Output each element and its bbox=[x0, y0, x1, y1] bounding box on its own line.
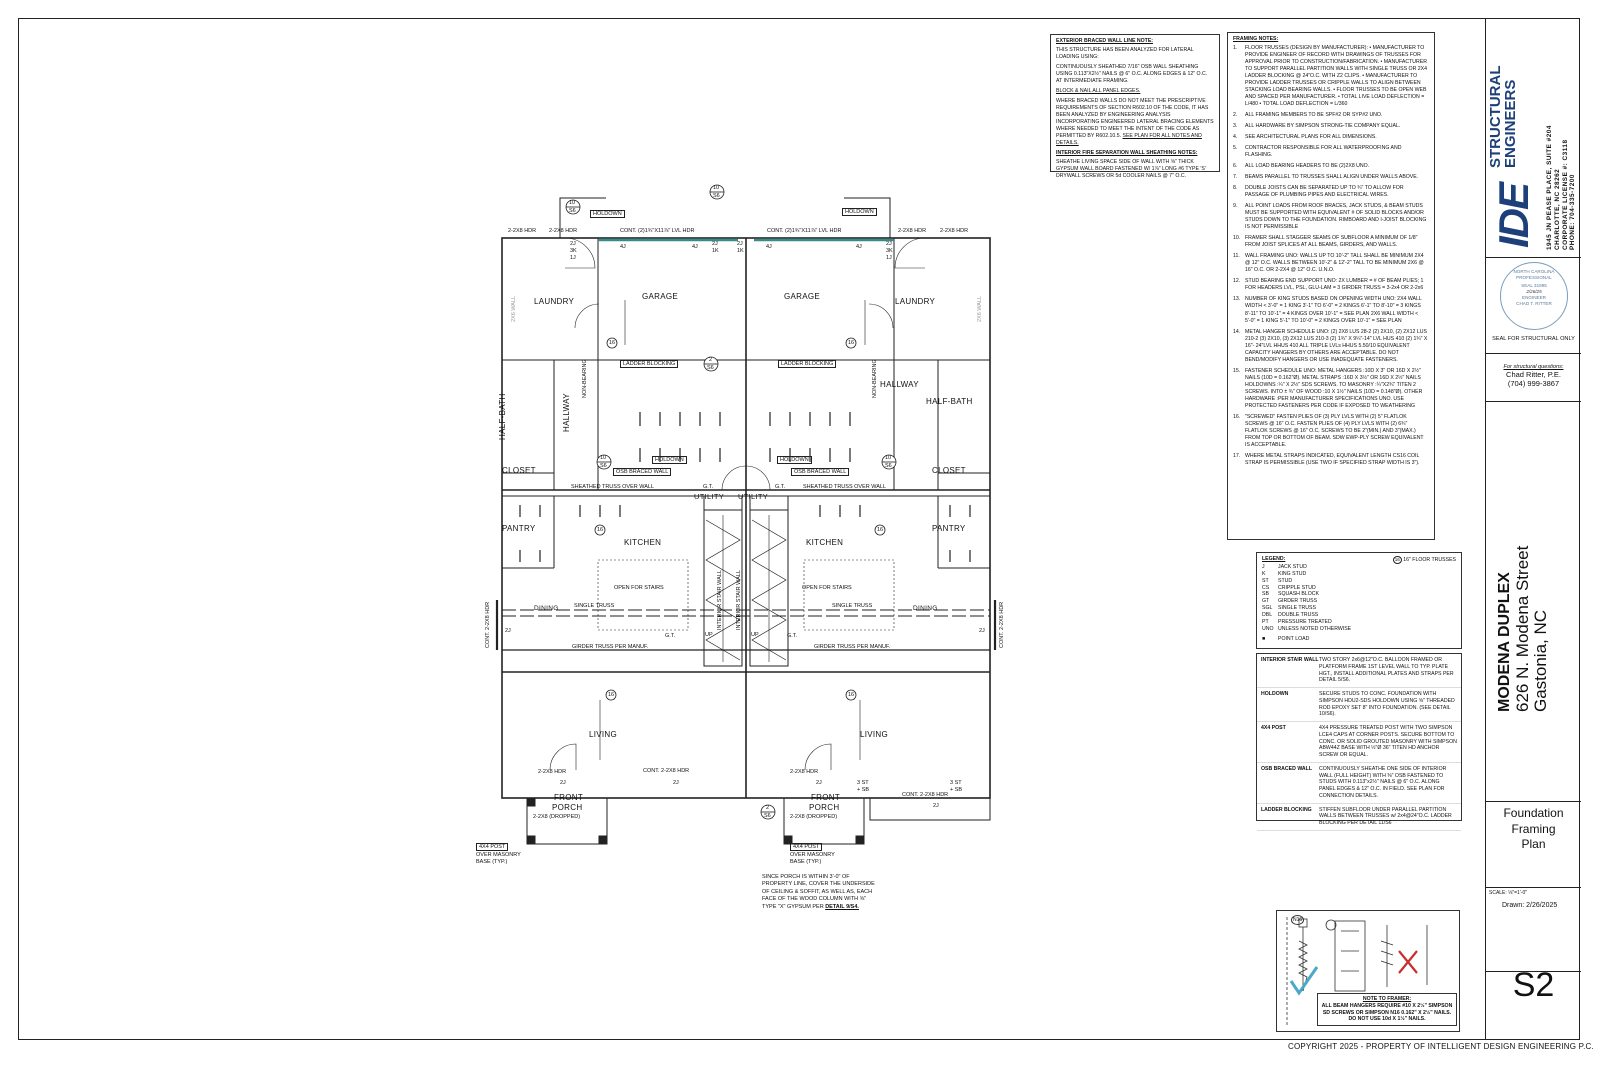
room-pantry-left: PANTRY bbox=[502, 524, 536, 533]
framing-note-number: 4. bbox=[1233, 134, 1238, 141]
room-laundry-left: LAUNDRY bbox=[534, 297, 575, 306]
jack-stud-tag: 2J bbox=[570, 241, 576, 247]
legend-abbrev: SGL bbox=[1262, 605, 1273, 612]
framing-note-item bbox=[1233, 123, 1429, 130]
room-dining-left: DINING bbox=[534, 605, 559, 612]
room-dining-right: DINING bbox=[913, 605, 938, 612]
room-laundry-right: LAUNDRY bbox=[895, 297, 936, 306]
lvl-header-label: CONT. (2)1¾"X11⅞" LVL HDR bbox=[767, 228, 842, 234]
detail-bubble-number: 10 bbox=[885, 455, 892, 461]
framing-note-item bbox=[1233, 235, 1429, 249]
exterior-note-title: EXTERIOR BRACED WALL LINE NOTE: bbox=[1056, 38, 1154, 44]
framing-note-item bbox=[1233, 174, 1429, 181]
legend-item bbox=[1262, 612, 1456, 619]
definition-row bbox=[1257, 763, 1461, 804]
fire-separation-text: SHEATHE LIVING SPACE SIDE OF WALL WITH ⅝" THICK GYPSUM WALL BOARD FASTENED W/ 1⅞" LONG #6 TYPE 'S' DRYWALL SCREWS OR 5d COOLER NAILS @ 7" O.C. bbox=[1056, 159, 1206, 180]
room-half-bath-left: HALF-BATH bbox=[498, 393, 507, 440]
definition-text: CONTINUOUSLY SHEATHE ONE SIDE OF INTERIOR WALL (FULL HEIGHT) WITH ⅜" OSB FASTENED TO STUDS WITH 0.113"x2½" NAILS @ 6" O.C. ALONG PANEL EDGES & 12" O.C. IN FIELD. SEE PLAN FOR CONNECTION DETAILS. bbox=[1319, 765, 1447, 799]
engineer-seal: NORTH CAROLINA PROFESSIONAL SEAL 31995 2/26/25 ENGINEER CHAD T. RITTER bbox=[1500, 262, 1568, 330]
detail-bubble-sheet: S6 bbox=[600, 463, 607, 469]
framing-note-text: WHERE METAL STRAPS INDICATED, EQUIVALENT LENGTH CS16 COIL STRAP IS PERMISSIBLE (USE TWO IF SPECIFIED STRAP WIDTH IS 3"). bbox=[1245, 452, 1420, 466]
framing-note-text: CONTRACTOR RESPONSIBLE FOR ALL WATERPROOFING AND FLASHING. bbox=[1245, 145, 1402, 159]
king-stud-tag: 1K bbox=[737, 248, 744, 254]
osb-braced-wall-label: OSB BRACED WALL bbox=[613, 468, 671, 476]
jack-stud-tag: 1J bbox=[886, 255, 892, 261]
firm-cell bbox=[1486, 18, 1581, 258]
room-hallway-left: HALLWAY bbox=[562, 393, 571, 432]
girder-truss-tag: G.T. bbox=[703, 484, 714, 490]
framing-note-text: ALL POINT LOADS FROM ROOF BRACES, JACK STUDS, & BEAM STUDS MUST BE SUPPORTED WITH EQUIVALENT # OF SOLID BLOCKS AND/OR STUDS DOWN TO THE FOUNDATION. RIMBOARD AND I-JOIST BLOCKING IS NOT PERMISSIBLE bbox=[1245, 203, 1427, 231]
header-label: 2-2X8 HDR bbox=[508, 228, 537, 234]
ladder-blocking-label: LADDER BLOCKING bbox=[778, 360, 836, 368]
legend-text: DOUBLE TRUSS bbox=[1278, 611, 1319, 618]
dropped-header-label: 2-2X8 (DROPPED) bbox=[533, 814, 581, 820]
sheet-number: S2 bbox=[1512, 966, 1555, 1004]
framing-note-number: 17. bbox=[1233, 452, 1241, 459]
framing-note-item bbox=[1233, 453, 1429, 467]
framing-note-text: ALL LOAD BEARING HEADERS TO BE (2)2X8 UNO. bbox=[1245, 163, 1370, 170]
room-front-porch-left-1: FRONT bbox=[554, 793, 584, 802]
definition-term: OSB BRACED WALL bbox=[1261, 765, 1313, 772]
truss-tag: 16 bbox=[848, 340, 855, 346]
framing-note-item bbox=[1233, 163, 1429, 170]
girder-truss-tag: G.T. bbox=[787, 633, 798, 639]
detail-bubble-number: 2 bbox=[709, 357, 713, 363]
project-cell bbox=[1486, 402, 1581, 802]
framing-note-text: FRAMER SHALL STAGGER SEAMS OF SUBFLOOR A MINIMUM OF 1/8" FROM JOIST SPLICES AT ALL BEAMS, GIRDERS, AND WALLS. bbox=[1245, 235, 1418, 249]
definition-row bbox=[1257, 654, 1461, 688]
detail-bubble-sheet: S6 bbox=[569, 208, 576, 214]
questions-label: For structural questions: bbox=[1503, 364, 1564, 370]
legend bbox=[1256, 552, 1462, 649]
detail-bubble-sheet: S6 bbox=[707, 365, 714, 371]
definition-row bbox=[1257, 722, 1461, 763]
framing-note-item bbox=[1233, 278, 1429, 292]
post-base-label: BASE (TYP.) bbox=[790, 859, 822, 865]
legend-abbrev: DBL bbox=[1262, 611, 1273, 618]
room-living-right: LIVING bbox=[860, 730, 889, 739]
framing-note-text: STUD BEARING END SUPPORT UNO: 2X LUMBER = # OF BEAM PLIES; 1 FOR HEADERS LVL, PSL, GLU-LAM = 3 GIRDER TRUSS = 3-2x4 OR 2-2x6 bbox=[1245, 278, 1424, 292]
detail-bubble-sheet: S6 bbox=[713, 193, 720, 199]
osb-braced-wall-label: OSB BRACED WALL bbox=[791, 468, 849, 476]
legend-text: SQUASH BLOCK bbox=[1278, 591, 1319, 598]
framing-note-number: 5. bbox=[1233, 145, 1238, 152]
stair-up-label: UP bbox=[705, 632, 713, 638]
porch-note-detail-link[interactable]: DETAIL 9/S4. bbox=[825, 903, 859, 910]
legend-item bbox=[1262, 605, 1456, 612]
legend-text: KING STUD bbox=[1278, 570, 1307, 577]
jack-stud-tag: 2J bbox=[979, 628, 985, 634]
jack-stud-tag: 1J bbox=[570, 255, 576, 261]
header-label: 2-2X8 HDR bbox=[898, 228, 927, 234]
jack-stud-tag: 2J bbox=[933, 803, 939, 809]
framing-note-number: 6. bbox=[1233, 163, 1238, 170]
legend-item bbox=[1262, 564, 1456, 571]
legend-text: CRIPPLE STUD bbox=[1278, 584, 1316, 591]
jack-stud-tag: 4J bbox=[766, 244, 772, 250]
legend-item bbox=[1262, 585, 1456, 592]
framing-note-number: 12. bbox=[1233, 278, 1241, 285]
sheathed-truss-label: SHEATHED TRUSS OVER WALL bbox=[803, 484, 887, 490]
header-label: 2-2X8 HDR bbox=[790, 769, 819, 775]
porch-note: SINCE PORCH IS WITHIN 3'-0" OF PROPERTY LINE, COVER THE UNDERSIDE OF CEILING & SOFFIT, AS WELL AS, EACH FACE OF THE WOOD COLUMN WITH ⅝" TYPE "X" GYPSUM PER DETAIL 9/S4. bbox=[762, 874, 875, 910]
room-half-bath-right: HALF-BATH bbox=[926, 397, 973, 406]
sheathed-truss-label: SHEATHED TRUSS OVER WALL bbox=[571, 484, 655, 490]
ladder-blocking-label: LADDER BLOCKING bbox=[620, 360, 678, 368]
legend-text: STUD bbox=[1278, 577, 1293, 584]
detail-bubble-number: 2 bbox=[766, 805, 770, 811]
framing-note-number: 2. bbox=[1233, 112, 1238, 119]
project-street: 626 N. Modena Street bbox=[1512, 545, 1532, 712]
framing-note-text: "SCREWED" FASTEN PLIES OF (3) PLY LVLS WITH (2) 5" FLATLOK SCREWS @ 16" O.C. FASTEN PLIES OF (4) PLY LVLS WITH (2) 6¾" FLATLOK SCREWS @ 16" O.C. SCREWS TO BE 2"(MIN.) AND 3"(MAX.) FROM TOP OR BOTTOM OF BEAM. SDW EWP-PLY SCREW EQUIVALENT IS ACCEPTABLE. bbox=[1245, 413, 1424, 448]
framing-note-text: ALL HARDWARE BY SIMPSON STRONG-TIE COMPANY EQUAL. bbox=[1245, 123, 1401, 130]
legend-abbrev: UNO bbox=[1262, 625, 1274, 632]
point-load-icon: ■ bbox=[1262, 635, 1266, 642]
framing-note-text: FASTENER SCHEDULE UNO: METAL HANGERS :10D X 3" OR 16D X 2½" NAILS (10D = 0.162"Ø). METAL STRAPS :16D X 3½" OR 16D X 2½" NAILS HOLDOWNS :¼" X 2½" SDS SCREWS. TO MASONRY :¼"X2¾" TITEN 2 SCREWS. INTO ± ¾" OF WOOD :10 X 1½" NAILS (10D = 0.148"Ø). OTHER HARDWARE :PER MANUFACTURER SPECIFICATIONS UNO. USE PROTECTED FASTENERS PER CODE IF EXPOSED TO WEATHERING bbox=[1245, 367, 1423, 409]
header-label: 2-2X8 HDR bbox=[538, 769, 567, 775]
framing-note-text: METAL HANGER SCHEDULE UNO: (2) 2X8 LUS 28-2 (2) 2X10, (2) 2X12 LUS 210-2 (3) 2X10, (3) 2X12 LUS 210-3 (2) 1¾" X 9¼"-14" LVL HUS 410 (2) 1¾" X 16"- 24"LVL HHUS 410 ALL TRIPLE LVLs HHUS 5.50/10 EQUIVALENT CAPACITY HANGERS BY OTHERS ARE ACCEPTABLE. DO NOT BEND/MODIFY HANGERS OR USE INADEQUATE FASTENERS. bbox=[1245, 328, 1428, 363]
framing-note-text: BEAMS PARALLEL TO TRUSSES SHALL ALIGN UNDER WALLS ABOVE. bbox=[1245, 174, 1419, 181]
framer-note-title: NOTE TO FRAMER: bbox=[1362, 996, 1412, 1002]
room-kitchen-left: KITCHEN bbox=[624, 538, 662, 547]
framing-note-number: 10. bbox=[1233, 235, 1241, 242]
jack-stud-tag: 2J bbox=[737, 241, 743, 247]
legend-item bbox=[1262, 591, 1456, 598]
room-front-porch-right-1: FRONT bbox=[811, 793, 841, 802]
st-sb-label: 3 ST bbox=[950, 780, 962, 786]
legend-point-load: ■ POINT LOAD bbox=[1262, 635, 1310, 642]
interior-stair-wall-label: INTERIOR STAIR WALL bbox=[717, 570, 723, 630]
framing-note-number: 15. bbox=[1233, 367, 1241, 374]
legend-item bbox=[1262, 578, 1456, 585]
framing-note-item bbox=[1233, 253, 1429, 274]
room-hallway-right: HALLWAY bbox=[880, 380, 919, 389]
post-base-label: BASE (TYP.) bbox=[476, 859, 508, 865]
exterior-note-text: BLOCK & NAIL ALL PANEL EDGES. bbox=[1056, 88, 1141, 95]
room-garage-right: GARAGE bbox=[784, 292, 821, 301]
fire-separation-title: INTERIOR FIRE SEPARATION WALL SHEATHING NOTES: bbox=[1056, 150, 1198, 157]
framing-notes-title: FRAMING NOTES: bbox=[1233, 36, 1279, 42]
king-stud-tag: 3K bbox=[886, 248, 893, 254]
legend-abbrev: ST bbox=[1262, 577, 1269, 584]
truss-tag: 16 bbox=[848, 692, 855, 698]
jack-stud-tag: 4J bbox=[692, 244, 698, 250]
st-sb-label: + SB bbox=[950, 787, 963, 793]
room-front-porch-right-2: PORCH bbox=[809, 803, 840, 812]
firm-logo: IDE bbox=[1490, 183, 1537, 248]
definition-text: TWO STORY 2x6@12"O.C. BALLOON FRAMED OR PLATFORM FRAME 1ST LEVEL WALL TO TYP. PLATE HGT., INSTALL ADDITIONAL PLATES AND STRAPS PER DETAIL 5/S6. bbox=[1319, 657, 1454, 684]
jack-stud-tag: 2J bbox=[712, 241, 718, 247]
exterior-braced-wall-note bbox=[1050, 34, 1220, 180]
non-bearing-label: NON-BEARING bbox=[872, 359, 878, 398]
girder-truss-label: GIRDER TRUSS PER MANUF. bbox=[814, 644, 891, 650]
framing-note-item bbox=[1233, 112, 1429, 119]
seal-note: SEAL FOR STRUCTURAL ONLY bbox=[1492, 336, 1575, 342]
legend-item bbox=[1262, 626, 1456, 633]
framing-note-text: WALL FRAMING UNO: WALLS UP TO 10'-2" TALL SHALL BE MINIMUM 2X4 @ 12" O.C. WALLS BETWEEN 10'-2" & 12'-2" TALL TO BE MINIMUM 2X6 @ 16" O.C. OR 2-2X4 @ 12" O.C. U.N.O. bbox=[1245, 253, 1424, 274]
framer-n16-tag: N16 bbox=[1293, 917, 1303, 923]
jack-stud-tag: 2J bbox=[673, 780, 679, 786]
framing-note-item bbox=[1233, 134, 1429, 141]
detail-bubble-sheet: S6 bbox=[885, 463, 892, 469]
framing-note-text: SEE ARCHITECTURAL PLANS FOR ALL DIMENSIONS. bbox=[1245, 134, 1377, 141]
jack-stud-tag: 2J bbox=[560, 780, 566, 786]
girder-truss-tag: G.T. bbox=[665, 633, 676, 639]
wall-2x6-label: 2X6 WALL bbox=[511, 295, 517, 322]
wall-2x6-label: 2X6 WALL bbox=[977, 295, 983, 322]
legend-abbrev: GT bbox=[1262, 598, 1270, 605]
holdown-label: HOLDOWN bbox=[842, 208, 877, 216]
definition-term: 4X4 POST bbox=[1261, 725, 1286, 731]
truss-tag-icon: 16 bbox=[1394, 557, 1400, 562]
room-utility-left: UTILITY bbox=[694, 492, 725, 501]
room-kitchen-right: KITCHEN bbox=[806, 538, 844, 547]
framing-note-number: 16. bbox=[1233, 413, 1241, 420]
framing-note-item bbox=[1233, 329, 1429, 364]
drawn-date: Drawn: 2/26/2025 bbox=[1502, 902, 1558, 909]
framing-note-item bbox=[1233, 45, 1429, 108]
cont-header-side-label: CONT. 2-2X8 HDR bbox=[999, 601, 1005, 648]
stair-up-label: UP bbox=[751, 632, 759, 638]
king-stud-tag: 3K bbox=[570, 248, 577, 254]
legend-abbrev: CS bbox=[1262, 584, 1270, 591]
room-front-porch-left-2: PORCH bbox=[552, 803, 583, 812]
room-garage-left: GARAGE bbox=[642, 292, 679, 301]
room-closet-left: CLOSET bbox=[502, 466, 536, 475]
framing-note-text: FLOOR TRUSSES (DESIGN BY MANUFACTURER): • MANUFACTURER TO PROVIDE ENGINEER OF RECORD WITH DRAWINGS OF TRUSSES FOR APPROVAL PRIOR TO CONSTRUCTION/FABRICATION. • MANUFACTURER TO SUPPORT PARALLEL PARTITION WALLS WITH SINGLE TRUSS OR 2X4 LADDER BLOCKING @ 24"O.C. WITH Z2 CLIPS. • MANUFACTURER TO PROVIDE LADDER TRUSSES OR CRIPPLE WALLS TO ALIGN BETWEEN STACKING LOAD BEARING WALLS. • FLOOR TRUSSES TO BE OPEN WEB AND SPACED PER MANUFACTURER. • TOTAL LIVE LOAD DEFLECTION = L/480 • TOTAL LOAD DEFLECTION = L/360 bbox=[1245, 45, 1427, 108]
sheet-title: Foundation Framing Plan bbox=[1503, 806, 1564, 852]
definition-row bbox=[1257, 688, 1461, 722]
framing-note-text: NUMBER OF KING STUDS BASED ON OPENING WIDTH UNO: 2X4 WALL WIDTH < 3'-0" = 1 KING 3'-1" TO 6'-0" = 2 KINGS 6'-1" TO 8'-10" = 3 KINGS 8'-11" TO 10'-1" = 4 KINGS OVER 10'-1" = SEE PLAN 2X6 WALL WIDTH < 5'-0" = 1 KING 5'-1" TO 10'-0" = 2 KINGS OVER 10'-1" = SEE PLAN bbox=[1245, 296, 1422, 324]
exterior-note-text: THIS STRUCTURE HAS BEEN ANALYZED FOR LATERAL LOADING USING: bbox=[1056, 47, 1194, 61]
room-closet-right: CLOSET bbox=[932, 466, 966, 475]
truss-tag: 16 bbox=[609, 340, 616, 346]
definition-text: 4X4 PRESSURE TREATED POST WITH TWO SIMPSON LCE4 CAPS AT CORNER POSTS. SECURE BOTTOM TO CONC. OR SOLID GROUTED MASONRY WITH SIMPSON ABW44Z BASE WITH ½"Ø 36" TITEN HD ANCHOR SCREW OR EQUAL. bbox=[1319, 725, 1457, 758]
project-name: MODENA DUPLEX bbox=[1496, 572, 1513, 712]
framing-note-item bbox=[1233, 203, 1429, 231]
holdown-label: HOLDOWN bbox=[590, 210, 625, 218]
room-living-left: LIVING bbox=[589, 730, 618, 739]
framing-note-text: ALL FRAMING MEMBERS TO BE SPF#2 OR SYP#2 UNO. bbox=[1245, 112, 1383, 119]
st-sb-label: 3 ST bbox=[857, 780, 869, 786]
definition-term: HOLDOWN bbox=[1261, 691, 1289, 697]
contact-cell bbox=[1486, 354, 1581, 402]
framer-note-box bbox=[1317, 993, 1457, 1026]
exterior-note-text: CONTINUOUSLY SHEATHED 7/16" OSB WALL SHEATHING USING 0.113"X2½" NAILS @ 6" O.C. ALONG EDGES & 12" O.C. AT INTERMEDIATE FRAMING. bbox=[1056, 64, 1208, 85]
framing-note-number: 14. bbox=[1233, 328, 1241, 335]
contact-name: Chad Ritter, P.E. bbox=[1506, 370, 1561, 379]
jack-stud-tag: 4J bbox=[620, 244, 626, 250]
framing-notes bbox=[1227, 32, 1435, 540]
truss-tag: 16 bbox=[608, 692, 615, 698]
definition-text: STIFFEN SUBFLOOR UNDER PARALLEL PARTITION WALLS BETWEEN TRUSSES w/ 2x4@24"O.C. LADDER BLOCKING PER DETAIL 11/S6 bbox=[1319, 806, 1452, 826]
legend-abbrev: J bbox=[1262, 563, 1265, 570]
framing-note-number: 7. bbox=[1233, 174, 1238, 181]
open-for-stairs-label: OPEN FOR STAIRS bbox=[802, 585, 852, 591]
framing-note-item bbox=[1233, 145, 1429, 159]
room-pantry-right: PANTRY bbox=[932, 524, 966, 533]
definition-row bbox=[1257, 804, 1461, 831]
cont-header-side-label: CONT. 2-2X8 HDR bbox=[485, 601, 491, 648]
exterior-note-link[interactable]: SEE PLAN FOR ALL NOTES AND DETAILS. bbox=[1056, 133, 1202, 147]
detail-bubble-number: 10 bbox=[713, 185, 720, 191]
project-city: Gastonia, NC bbox=[1531, 609, 1551, 712]
king-stud-tag: 1K bbox=[712, 248, 719, 254]
legend-title: LEGEND: bbox=[1262, 556, 1286, 562]
legend-item bbox=[1262, 598, 1456, 605]
non-bearing-label: NON-BEARING bbox=[582, 359, 588, 398]
note-to-framer bbox=[1276, 910, 1460, 1032]
definition-term: INTERIOR STAIR WALL bbox=[1261, 657, 1319, 663]
copyright-notice: COPYRIGHT 2025 - PROPERTY OF INTELLIGENT DESIGN ENGINEERING P.C. bbox=[1288, 1042, 1594, 1051]
sheet-title-cell bbox=[1486, 802, 1581, 888]
scale-label: SCALE: ⅛"=1'-0" bbox=[1489, 890, 1527, 896]
contact-phone: (704) 999-3867 bbox=[1507, 379, 1560, 388]
jack-stud-tag: 2J bbox=[816, 780, 822, 786]
girder-truss-tag: G.T. bbox=[775, 484, 786, 490]
detail-bubble-number: 10 bbox=[600, 455, 607, 461]
legend-text: PRESSURE TREATED bbox=[1278, 618, 1332, 625]
single-truss-label: SINGLE TRUSS bbox=[832, 603, 873, 609]
truss-tag: 16 bbox=[877, 527, 884, 533]
title-block bbox=[1485, 18, 1580, 1040]
legend-text: SINGLE TRUSS bbox=[1278, 605, 1316, 612]
legend-text: GIRDER TRUSS bbox=[1278, 598, 1318, 605]
detail-bubble-number: 10 bbox=[569, 200, 576, 206]
holdown-label: HOLDOWN bbox=[652, 456, 687, 464]
cont-header-label: CONT. 2-2X8 HDR bbox=[643, 768, 690, 774]
definition-term: LADDER BLOCKING bbox=[1261, 806, 1312, 813]
seal-cell bbox=[1486, 258, 1581, 354]
legend-item bbox=[1262, 571, 1456, 578]
cont-header-label: CONT. 2-2X8 HDR bbox=[902, 792, 949, 798]
detail-bubble-sheet: S6 bbox=[764, 813, 771, 819]
legend-abbrev: SB bbox=[1262, 591, 1269, 598]
girder-truss-label: GIRDER TRUSS PER MANUF. bbox=[572, 644, 649, 650]
lvl-header-label: CONT. (2)1¾"X11⅞" LVL HDR bbox=[620, 228, 695, 234]
framing-note-text: DOUBLE JOISTS CAN BE SEPARATED UP TO ¾" TO ALLOW FOR PASSAGE OF PLUMBING PIPES AND ELECTRICAL WIRES. bbox=[1245, 185, 1404, 199]
framing-note-item bbox=[1233, 296, 1429, 324]
room-utility-right: UTILITY bbox=[738, 492, 769, 501]
framing-note-item bbox=[1233, 414, 1429, 449]
truss-tag: 16 bbox=[597, 527, 604, 533]
framing-note-number: 13. bbox=[1233, 296, 1241, 303]
jack-stud-tag: 2J bbox=[505, 628, 511, 634]
firm-address: 1945 JN PEASE PLACE, SUITE #204 CHARLOTTE, NC 28262 CORPORATE LICENSE #: C3118 PHONE: 704-335-7200 bbox=[1546, 125, 1577, 250]
legend-abbrev: K bbox=[1262, 570, 1266, 577]
framing-note-item bbox=[1233, 368, 1429, 410]
framing-notes-list bbox=[1233, 45, 1429, 467]
interior-stair-wall-label: INTERIOR STAIR WALL bbox=[736, 570, 742, 630]
scale-cell bbox=[1486, 888, 1581, 972]
post-base-label: OVER MASONRY bbox=[476, 852, 521, 858]
single-truss-label: SINGLE TRUSS bbox=[574, 603, 615, 609]
definitions-table bbox=[1256, 653, 1462, 826]
legend-abbrev: PT bbox=[1262, 618, 1269, 625]
post-label: 4X4 POST bbox=[790, 843, 822, 851]
legend-floor-trusses: 16 16" FLOOR TRUSSES bbox=[1394, 557, 1456, 563]
jack-stud-tag: 4J bbox=[856, 244, 862, 250]
legend-text: UNLESS NOTED OTHERWISE bbox=[1278, 625, 1352, 632]
project-info bbox=[1496, 546, 1551, 712]
framing-note-number: 8. bbox=[1233, 185, 1238, 192]
legend-text: JACK STUD bbox=[1278, 563, 1307, 570]
framing-note-number: 9. bbox=[1233, 203, 1238, 210]
framing-note-number: 3. bbox=[1233, 123, 1238, 130]
post-label: 4X4 POST bbox=[476, 843, 508, 851]
definition-text: SECURE STUDS TO CONC. FOUNDATION WITH SIMPSON HDU2-SDS HOLDOWN USING ⅝" THREADED ROD EPOXY SET 8" INTO FOUNDATION. (SEE DETAIL 10/S6). bbox=[1319, 691, 1455, 718]
jack-stud-tag: 2J bbox=[886, 241, 892, 247]
post-base-label: OVER MASONRY bbox=[790, 852, 835, 858]
framing-note-number: 11. bbox=[1233, 253, 1240, 260]
exterior-note-text: WHERE BRACED WALLS DO NOT MEET THE PRESCRIPTIVE REQUIREMENTS OF SECTION R602.10 OF THE CODE, IT HAS BEEN ANALYZED BY ENGINEERING ANALYSIS INCORPORATING ENGINEERED LATERAL BRACING ELEMENTS WHERE NEEDED TO MEET THE INTENT OF THE CODE AS PERMITTED BY R602.10.5. SEE PLAN FOR ALL NOTES AND DETAILS. bbox=[1056, 98, 1214, 147]
header-label: 2-2X8 HDR bbox=[940, 228, 969, 234]
open-for-stairs-label: OPEN FOR STAIRS bbox=[614, 585, 664, 591]
st-sb-label: + SB bbox=[857, 787, 870, 793]
firm-name: STRUCTURAL ENGINEERS bbox=[1487, 65, 1519, 168]
holdown-label: HOLDOWN bbox=[777, 456, 812, 464]
legend-list bbox=[1262, 564, 1456, 633]
framing-note-number: 1. bbox=[1233, 45, 1238, 52]
legend-item bbox=[1262, 619, 1456, 626]
framing-note-item bbox=[1233, 185, 1429, 199]
framer-note-text: ALL BEAM HANGERS REQUIRE #10 X 2½" SIMPSON SD SCREWS OR SIMPSON N16 0.162" X 2½" NAILS. DO NOT USE 10d X 1½" NAILS. bbox=[1321, 1002, 1453, 1023]
dropped-header-label: 2-2X8 (DROPPED) bbox=[790, 814, 838, 820]
header-label: 2-2X8 HDR bbox=[549, 228, 578, 234]
